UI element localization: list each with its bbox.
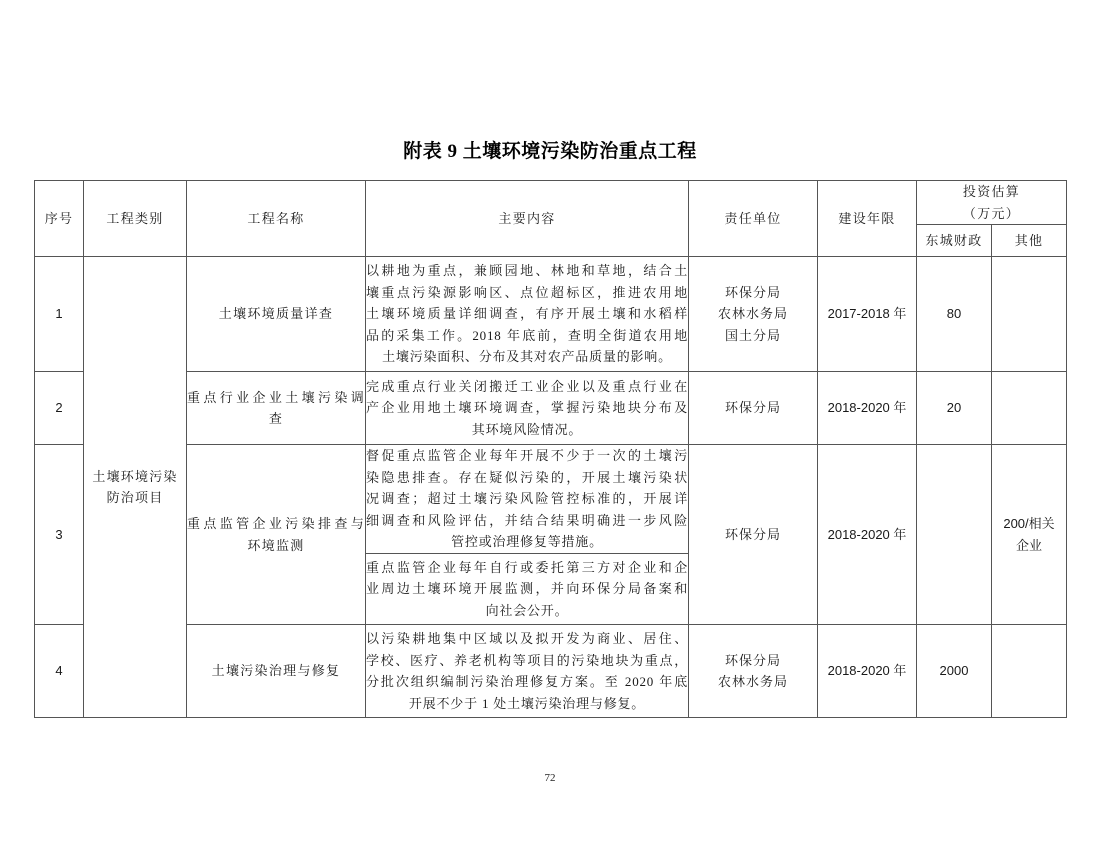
row-index: 2	[35, 372, 84, 445]
project-name-line: 环境监测	[247, 537, 305, 553]
content-line: 重点监管企业每年自行或委托第三方对企业和企	[366, 559, 688, 575]
header-row	[35, 181, 1067, 225]
other-investment	[992, 257, 1067, 372]
header-category: 工程类别	[84, 181, 187, 257]
content-line: 开展不少于 1 处土壤污染治理与修复。	[408, 695, 646, 711]
header-index: 序号	[35, 181, 84, 257]
content-line: 向社会公开。	[485, 602, 569, 618]
category-line: 防治项目	[106, 490, 164, 505]
construction-period: 2018-2020 年	[818, 445, 917, 625]
content-line: 督促重点监管企业每年开展不少于一次的土壤污	[366, 448, 688, 464]
dongcheng-finance	[917, 445, 992, 625]
main-content	[366, 554, 689, 625]
responsible-unit	[689, 625, 818, 718]
content-line: 产企业用地土壤环境调查，掌握污染地块分布及	[366, 400, 688, 416]
row-index: 3	[35, 445, 84, 625]
header-other: 其他	[992, 225, 1067, 257]
other-investment	[992, 445, 1067, 625]
construction-period: 2018-2020 年	[818, 372, 917, 445]
unit-line: 农林水务局	[717, 674, 788, 689]
main-content	[366, 257, 689, 372]
construction-period: 2017-2018 年	[818, 257, 917, 372]
header-investment-unit: （万元）	[962, 205, 1021, 221]
project-name	[187, 257, 366, 372]
other-investment-line: 企业	[1016, 537, 1043, 553]
content-line: 完成重点行业关闭搬迁工业企业以及重点行业在	[366, 378, 688, 394]
content-line: 其环境风险情况。	[471, 421, 583, 437]
content-line: 况调查；超过土壤污染风险管控标准的，开展详	[366, 491, 688, 507]
main-content	[366, 625, 689, 718]
unit-line: 环保分局	[724, 284, 781, 300]
other-investment	[992, 625, 1067, 718]
content-line: 业周边土壤环境开展监测，并向环保分局备案和	[366, 581, 688, 597]
project-name-line: 重点行业企业土壤污染调	[187, 389, 365, 405]
header-period: 建设年限	[818, 181, 917, 257]
content-line: 细调查和风险评估，并结合结果明确进一步风险	[366, 512, 688, 528]
unit-line: 环保分局	[724, 526, 781, 542]
main-content	[366, 445, 689, 554]
unit-line: 环保分局	[724, 400, 781, 416]
other-investment	[992, 372, 1067, 445]
header-investment-line: 投资估算	[962, 184, 1021, 199]
responsible-unit	[689, 257, 818, 372]
responsible-unit	[689, 445, 818, 625]
row-index: 1	[35, 257, 84, 372]
project-name-line: 土壤环境质量详查	[218, 306, 334, 322]
page-number: 72	[544, 772, 556, 784]
content-line: 分批次组织编制污染治理修复方案。至 2020 年底	[366, 674, 688, 689]
main-content	[366, 372, 689, 445]
category-line: 土壤环境污染	[92, 468, 178, 484]
content-line: 壤重点污染源影响区、点位超标区，推进农用地	[366, 284, 688, 300]
page-title: 附表 9 土壤环境污染防治重点工程	[403, 141, 697, 162]
project-name	[187, 372, 366, 445]
content-line: 土壤污染面积、分布及其对农产品质量的影响。	[382, 349, 672, 365]
header-unit: 责任单位	[689, 181, 818, 257]
key-projects-table	[34, 180, 1067, 718]
responsible-unit	[689, 372, 818, 445]
table-row	[35, 372, 1067, 445]
content-line: 管控或治理修复等措施。	[451, 534, 603, 550]
project-name	[187, 445, 366, 625]
dongcheng-finance: 80	[917, 257, 992, 372]
unit-line: 国土分局	[724, 327, 781, 343]
unit-line: 环保分局	[724, 652, 781, 668]
header-content: 主要内容	[366, 181, 689, 257]
other-investment-line: 200/相关	[1003, 516, 1055, 531]
project-name-line: 重点监管企业污染排查与	[187, 516, 365, 531]
table-row	[35, 445, 1067, 554]
dongcheng-finance: 20	[917, 372, 992, 445]
project-name-line: 土壤污染治理与修复	[211, 663, 341, 679]
table-row	[35, 625, 1067, 718]
content-line: 土壤环境质量详细调查，有序开展土壤和水稻样	[366, 306, 688, 322]
table-row	[35, 257, 1067, 372]
content-line: 以污染耕地集中区域以及拟开发为商业、居住、	[366, 631, 688, 646]
dongcheng-finance: 2000	[917, 625, 992, 718]
project-category	[84, 257, 187, 718]
content-line: 品的采集工作。2018 年底前，查明全街道农用地	[366, 327, 688, 343]
project-name	[187, 625, 366, 718]
header-finance: 东城财政	[917, 225, 992, 257]
header-investment	[917, 181, 1067, 225]
header-name: 工程名称	[187, 181, 366, 257]
project-name-line: 查	[268, 411, 284, 426]
row-index: 4	[35, 625, 84, 718]
content-line: 以耕地为重点，兼顾园地、林地和草地，结合土	[366, 263, 688, 279]
content-line: 学校、医疗、养老机构等项目的污染地块为重点，	[366, 652, 688, 668]
unit-line: 农林水务局	[717, 306, 788, 322]
content-line: 染隐患排查。存在疑似污染的，开展土壤污染状	[366, 469, 688, 485]
construction-period: 2018-2020 年	[818, 625, 917, 718]
